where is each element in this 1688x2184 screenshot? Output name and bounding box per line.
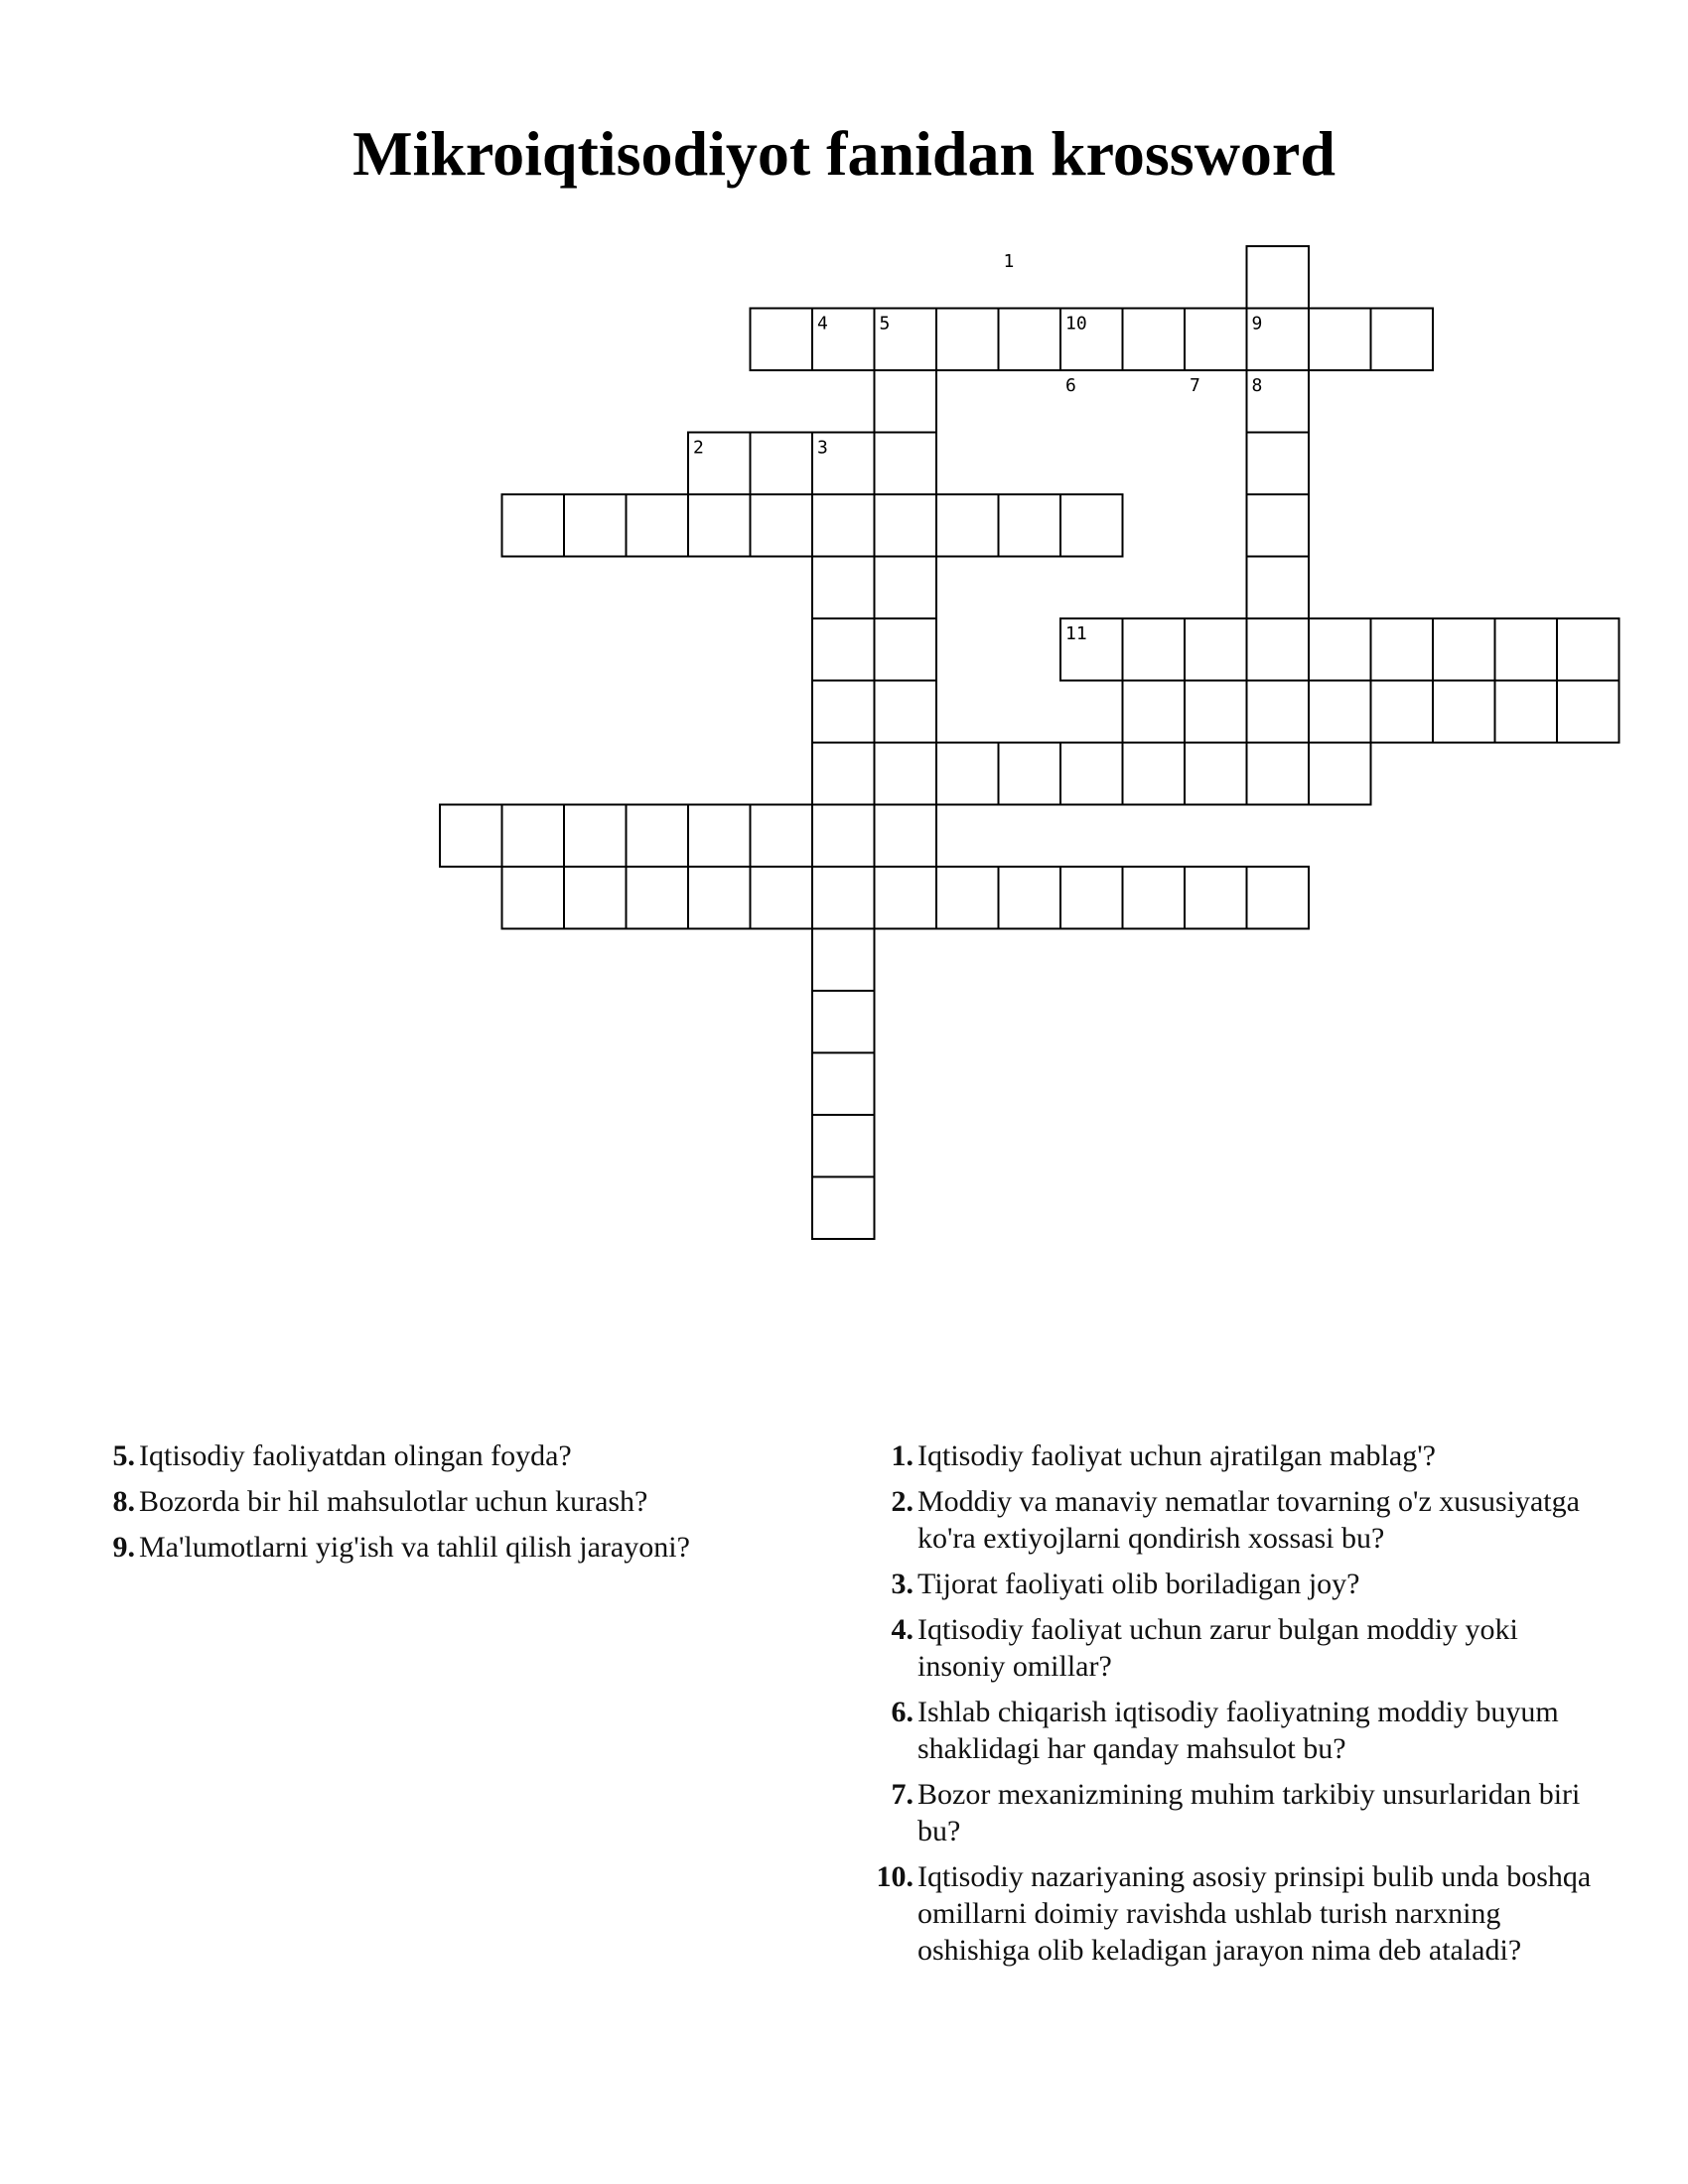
clue-number: 9. <box>112 1531 135 1564</box>
grid-cell[interactable] <box>999 867 1061 929</box>
grid-cell[interactable] <box>1247 618 1310 681</box>
clue-across-5 <box>85 1437 761 1474</box>
grid-cell[interactable] <box>1495 618 1558 681</box>
grid-cell[interactable] <box>1309 309 1371 371</box>
grid-cell[interactable] <box>812 681 875 744</box>
grid-cell[interactable] <box>936 494 999 557</box>
clue-text: Bozorda bir hil mahsulotlar uchun kurash? <box>139 1485 648 1518</box>
grid-cell[interactable] <box>812 494 875 557</box>
clue-across-9 <box>85 1529 761 1566</box>
grid-cell[interactable] <box>564 867 627 929</box>
clue-number: 7. <box>891 1778 914 1811</box>
grid-cell[interactable] <box>502 494 565 557</box>
grid-cell[interactable] <box>751 309 813 371</box>
clue-number: 10. <box>876 1860 914 1893</box>
clue-text: Iqtisodiy faoliyat uchun ajratilgan mablag'? <box>917 1439 1436 1472</box>
grid-cell[interactable] <box>564 805 627 868</box>
cell-number: 11 <box>1065 623 1087 644</box>
grid-cell[interactable] <box>1247 867 1310 929</box>
clue-down-3 <box>864 1566 1599 1602</box>
grid-cell[interactable] <box>751 805 813 868</box>
grid-cell[interactable] <box>875 867 937 929</box>
grid-cell[interactable] <box>812 618 875 681</box>
grid-cell[interactable] <box>1123 309 1186 371</box>
grid-cell[interactable] <box>440 805 502 868</box>
grid-cell[interactable] <box>1060 743 1123 805</box>
grid-cell[interactable] <box>1247 681 1310 744</box>
cell-number: 2 <box>693 437 704 459</box>
grid-cell[interactable] <box>999 494 1061 557</box>
grid-cell[interactable] <box>1123 618 1186 681</box>
grid-cell[interactable] <box>875 618 937 681</box>
grid-cell[interactable] <box>875 681 937 744</box>
grid-cell[interactable] <box>875 557 937 619</box>
clue-number: 5. <box>112 1439 135 1472</box>
grid-cell[interactable] <box>936 309 999 371</box>
grid-cell[interactable] <box>1309 681 1371 744</box>
grid-cell[interactable] <box>627 805 689 868</box>
grid-cell[interactable] <box>812 867 875 929</box>
grid-cell[interactable] <box>1247 557 1310 619</box>
clue-text: Iqtisodiy faoliyatdan olingan foyda? <box>139 1439 572 1472</box>
grid-cell[interactable] <box>1371 618 1434 681</box>
grid-cell[interactable] <box>1557 681 1619 744</box>
clue-number: 4. <box>891 1613 914 1646</box>
grid-cell[interactable] <box>1123 867 1186 929</box>
grid-cell[interactable] <box>627 867 689 929</box>
grid-cell[interactable] <box>1060 494 1123 557</box>
grid-cell[interactable] <box>936 743 999 805</box>
grid-cell[interactable] <box>812 743 875 805</box>
grid-cell[interactable] <box>1185 618 1247 681</box>
grid-cell[interactable] <box>1185 743 1247 805</box>
cell-number: 4 <box>817 313 828 335</box>
grid-cell[interactable] <box>1495 681 1558 744</box>
grid-cell[interactable] <box>875 433 937 495</box>
cell-number: 7 <box>1190 375 1200 396</box>
grid-cell[interactable] <box>936 867 999 929</box>
clue-text: Tijorat faoliyati olib boriladigan joy? <box>917 1568 1360 1600</box>
cell-number: 9 <box>1251 313 1263 335</box>
grid-cell[interactable] <box>812 805 875 868</box>
grid-cell[interactable] <box>1371 681 1434 744</box>
cell-number: 10 <box>1065 313 1087 335</box>
clue-down-4 <box>864 1611 1599 1685</box>
clue-number: 2. <box>891 1485 914 1518</box>
grid-cell[interactable] <box>502 805 565 868</box>
grid-cell[interactable] <box>999 743 1061 805</box>
cell-number: 1 <box>1003 251 1015 272</box>
grid-cell[interactable] <box>688 867 751 929</box>
down-clues <box>864 1437 1599 1978</box>
across-clues <box>85 1437 761 1574</box>
grid-cell[interactable] <box>502 867 565 929</box>
cell-number: 6 <box>1065 375 1076 396</box>
grid-cell[interactable] <box>875 370 937 433</box>
grid-cell[interactable] <box>1309 618 1371 681</box>
clue-text: Ishlab chiqarish iqtisodiy faoliyatning moddiy buyum shaklidagi har qanday mahsulot bu? <box>917 1696 1559 1765</box>
clue-number: 8. <box>112 1485 135 1518</box>
grid-cell[interactable] <box>1060 867 1123 929</box>
clue-text: Iqtisodiy faoliyat uchun zarur bulgan moddiy yoki insoniy omillar? <box>917 1613 1518 1683</box>
grid-cell[interactable] <box>1371 309 1434 371</box>
clue-number: 3. <box>891 1568 914 1600</box>
grid-cell[interactable] <box>1185 309 1247 371</box>
grid-cell[interactable] <box>1433 681 1495 744</box>
cell-number: 5 <box>879 313 891 335</box>
clue-across-8 <box>85 1483 761 1520</box>
grid-cell[interactable] <box>1247 246 1310 309</box>
clue-text: Moddiy va manaviy nematlar tovarning o'z xususiyatga ko'ra extiyojlarni qondirish xossasi bu? <box>917 1485 1580 1555</box>
clue-number: 6. <box>891 1696 914 1728</box>
grid-cell[interactable] <box>1185 681 1247 744</box>
grid-cell[interactable] <box>812 557 875 619</box>
clue-down-7 <box>864 1776 1599 1849</box>
page-title: Mikroiqtisodiyot fanidan krossword <box>352 118 1336 189</box>
grid-cell[interactable] <box>812 1177 875 1240</box>
grid-cell[interactable] <box>812 1053 875 1116</box>
clue-down-1 <box>864 1437 1599 1474</box>
grid-cell[interactable] <box>875 494 937 557</box>
grid-cell[interactable] <box>1247 494 1310 557</box>
clue-down-10 <box>864 1858 1599 1969</box>
clue-down-6 <box>864 1694 1599 1767</box>
grid-cell[interactable] <box>1123 743 1186 805</box>
grid-cell[interactable] <box>875 805 937 868</box>
grid-cell[interactable] <box>875 743 937 805</box>
clue-number: 1. <box>891 1439 914 1472</box>
grid-cell[interactable] <box>1557 618 1619 681</box>
grid-cell[interactable] <box>1123 681 1186 744</box>
grid-cell[interactable] <box>999 309 1061 371</box>
grid-cell[interactable] <box>751 867 813 929</box>
grid-cell[interactable] <box>812 1115 875 1177</box>
clue-text: Ma'lumotlarni yig'ish va tahlil qilish jarayoni? <box>139 1531 690 1564</box>
grid-cell[interactable] <box>751 494 813 557</box>
grid-cell[interactable] <box>1185 867 1247 929</box>
grid-cell[interactable] <box>688 494 751 557</box>
cell-number: 8 <box>1251 375 1263 396</box>
cell-number: 3 <box>817 437 828 459</box>
clue-text: Bozor mexanizmining muhim tarkibiy unsurlaridan biri bu? <box>917 1778 1581 1847</box>
grid-cell[interactable] <box>812 929 875 992</box>
clue-down-2 <box>864 1483 1599 1557</box>
grid-cell[interactable] <box>1433 618 1495 681</box>
grid-cell[interactable] <box>1247 433 1310 495</box>
grid-cell[interactable] <box>688 805 751 868</box>
clue-text: Iqtisodiy nazariyaning asosiy prinsipi bulib unda boshqa omillarni doimiy ravishda ushlab turish narxning oshishiga olib keladigan jarayon nima deb ataladi? <box>917 1860 1592 1967</box>
grid-cell[interactable] <box>751 433 813 495</box>
grid-cell[interactable] <box>564 494 627 557</box>
grid-cell[interactable] <box>1309 743 1371 805</box>
grid-cell[interactable] <box>1247 743 1310 805</box>
grid-cell[interactable] <box>627 494 689 557</box>
grid-cell[interactable] <box>812 991 875 1053</box>
